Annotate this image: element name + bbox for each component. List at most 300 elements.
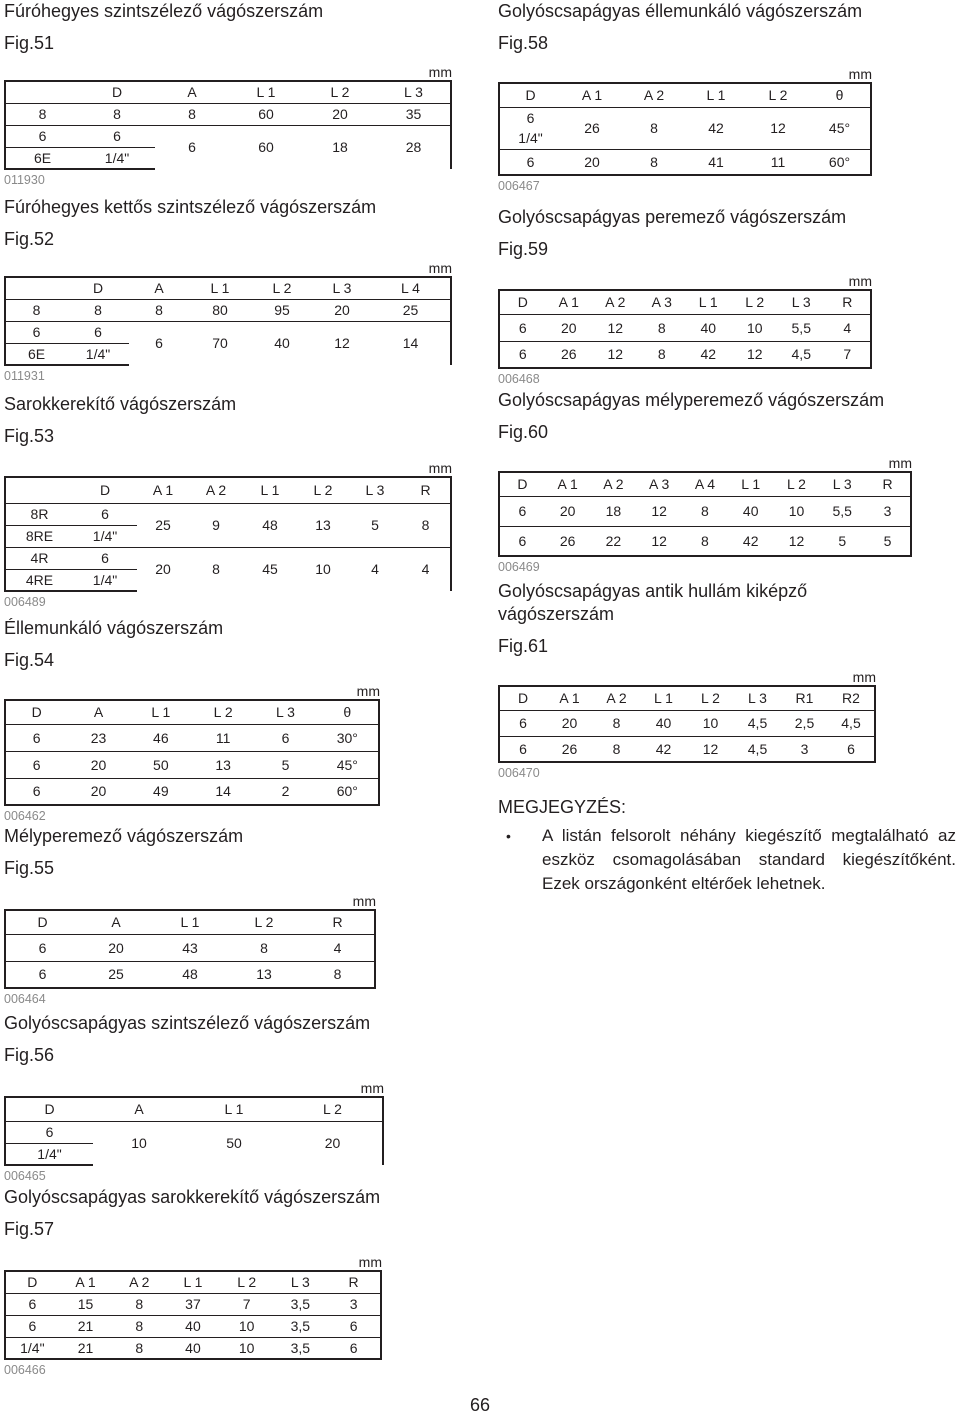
table-cell: 10 xyxy=(315,561,331,578)
table-header: A 1 xyxy=(545,472,591,496)
table-cell: 6 xyxy=(254,724,316,751)
section-title: Golyóscsapágyas peremező vágószerszám xyxy=(498,207,847,227)
section-title: Golyóscsapágyas antik hullám kiképző xyxy=(498,581,808,601)
table-cell: 28 xyxy=(377,125,451,169)
table-cell: 6 xyxy=(155,335,163,352)
table-cell: 26 xyxy=(546,736,593,762)
table-cell: 26 xyxy=(546,341,593,368)
table-header: L 1 xyxy=(229,81,303,103)
table-cell: 8 xyxy=(112,1293,166,1315)
table-cell: 4 xyxy=(301,934,375,961)
table-cell: 5 xyxy=(349,503,401,547)
table-cell: 4RE xyxy=(5,569,73,591)
table-cell: 6 xyxy=(5,778,67,805)
table-cell: 3,5 xyxy=(274,1293,328,1315)
table-cell: 4 xyxy=(371,561,379,578)
section-title: Sarokkerekítő vágószerszám xyxy=(4,394,237,414)
section-fig51 xyxy=(4,0,452,188)
spec-table xyxy=(4,276,452,366)
table-cell: 10 xyxy=(732,314,779,341)
part-code: 006465 xyxy=(4,1169,46,1183)
table-cell: 26 xyxy=(561,107,623,149)
table-cell: 43 xyxy=(153,934,227,961)
table-cell: 48 xyxy=(243,503,297,547)
table-cell: 4 xyxy=(825,314,872,341)
table-cell: 23 xyxy=(67,724,129,751)
table-cell: 6 xyxy=(5,1121,93,1143)
table-cell: 3 xyxy=(327,1293,381,1315)
table-cell: 50 xyxy=(226,1135,242,1152)
table-cell: 8 xyxy=(129,299,189,321)
table-header: θ xyxy=(317,700,379,724)
table-header: L 3 xyxy=(734,686,781,710)
table-cell: 4 xyxy=(401,547,451,591)
table-cell: 60° xyxy=(809,149,871,175)
table-cell: 46 xyxy=(130,724,192,751)
table-cell: 3 xyxy=(865,496,911,526)
table-header: R xyxy=(301,910,375,934)
table-cell: 8 xyxy=(79,103,155,125)
table-header: D xyxy=(499,83,561,107)
unit-label: mm xyxy=(888,455,912,471)
table-cell: 8 xyxy=(112,1337,166,1359)
figure-label: Fig.53 xyxy=(4,426,55,446)
table-cell: 2 xyxy=(254,778,316,805)
section-title: Golyóscsapágyas mélyperemező vágószerszám xyxy=(498,390,885,410)
table-cell: 5 xyxy=(865,526,911,556)
table-cell: 6 xyxy=(499,341,546,368)
table-cell: 80 xyxy=(189,299,251,321)
table-header: A xyxy=(93,1097,185,1121)
unit-label: mm xyxy=(848,273,872,289)
table-header: D xyxy=(5,700,67,724)
table-header: L 4 xyxy=(371,277,451,299)
part-code: 011930 xyxy=(4,173,45,187)
table-cell: 6E xyxy=(5,343,67,365)
table-cell: 7 xyxy=(220,1293,274,1315)
section-title: Golyóscsapágyas sarokkerekítő vágószerszám xyxy=(4,1187,381,1207)
table-header: L 1 xyxy=(189,277,251,299)
table-cell: 21 xyxy=(59,1315,113,1337)
table-cell: 41 xyxy=(685,149,747,175)
table-cell: 11 xyxy=(192,724,254,751)
table-cell: 6 xyxy=(327,1315,381,1337)
table-header: A 1 xyxy=(59,1271,113,1293)
table-cell: 3,5 xyxy=(274,1315,328,1337)
spec-table xyxy=(4,909,376,989)
table-cell: 95 xyxy=(251,299,313,321)
table-cell: 60° xyxy=(317,778,379,805)
table-cell: 8 xyxy=(639,314,686,341)
table-cell: 20 xyxy=(155,561,171,578)
table-header: L 2 xyxy=(227,910,301,934)
table-cell: 30° xyxy=(317,724,379,751)
section-title: Golyóscsapágyas éllemunkáló vágószerszám xyxy=(498,1,863,21)
table-cell: 3,5 xyxy=(274,1337,328,1359)
table-cell: 8 xyxy=(112,1315,166,1337)
table-cell: 8 xyxy=(5,299,67,321)
table-header: R xyxy=(327,1271,381,1293)
table-cell: 18 xyxy=(591,496,637,526)
table-cell: 40 xyxy=(274,335,290,352)
table-cell: 5,5 xyxy=(778,314,825,341)
table-header: L 2 xyxy=(251,277,313,299)
table-cell: 13 xyxy=(192,751,254,778)
part-code: 011931 xyxy=(4,369,45,383)
table-header: L 1 xyxy=(153,910,227,934)
table-header: A 2 xyxy=(623,83,685,107)
table-cell: 45° xyxy=(809,107,871,149)
table-cell: 6 xyxy=(499,736,546,762)
table-cell: 6 xyxy=(5,125,79,147)
table-cell: 12 xyxy=(334,335,350,352)
table-cell: 14 xyxy=(371,321,451,365)
table-header: L 3 xyxy=(819,472,865,496)
section-title: Fúróhegyes kettős szintszélező vágószerszám xyxy=(4,197,377,217)
table-cell: 20 xyxy=(67,778,129,805)
table-cell: 1/4" xyxy=(67,343,129,365)
table-header: D xyxy=(5,1271,59,1293)
figure-label: Fig.56 xyxy=(4,1045,55,1065)
table-cell: 6 xyxy=(5,934,79,961)
table-cell: 12 xyxy=(732,341,779,368)
table-cell: 4,5 xyxy=(828,710,875,736)
table-cell: 12 xyxy=(687,736,734,762)
table-cell: 10 xyxy=(131,1135,147,1152)
table-header: D xyxy=(5,910,79,934)
table-header: L 3 xyxy=(349,477,401,503)
table-cell: 45 xyxy=(262,561,278,578)
part-code: 006467 xyxy=(498,179,540,193)
spec-table xyxy=(498,471,912,557)
part-code: 006468 xyxy=(498,372,540,386)
spec-table xyxy=(4,80,452,170)
table-cell: 42 xyxy=(685,107,747,149)
table-cell: 8 xyxy=(593,736,640,762)
table-header: L 3 xyxy=(254,700,316,724)
table-header: A 3 xyxy=(639,290,686,314)
note-item xyxy=(498,824,956,896)
note-section xyxy=(498,785,956,896)
table-cell: 5 xyxy=(819,526,865,556)
table-cell: 1/4" xyxy=(73,525,137,547)
table-cell: 20 xyxy=(303,103,377,125)
table-cell: 70 xyxy=(212,335,228,352)
table-cell: 8 xyxy=(155,103,229,125)
table-cell: 25 xyxy=(79,961,153,988)
spec-table xyxy=(4,1096,384,1166)
table-header: L 1 xyxy=(685,83,747,107)
table-cell: 18 xyxy=(332,139,348,156)
table-cell: 25 xyxy=(137,503,189,547)
table-header: L 2 xyxy=(747,83,809,107)
table-cell: 49 xyxy=(130,778,192,805)
unit-label: mm xyxy=(358,1254,382,1270)
spec-table xyxy=(4,699,380,806)
table-cell: 5,5 xyxy=(819,496,865,526)
table-cell: 6 xyxy=(499,314,546,341)
table-cell: 12 xyxy=(774,526,820,556)
table-header: L 1 xyxy=(166,1271,220,1293)
table-cell: 20 xyxy=(283,1121,383,1165)
table-header: R2 xyxy=(828,686,875,710)
table-cell: 1/4" xyxy=(5,1337,59,1359)
section-fig54 xyxy=(4,617,380,824)
table-cell: 6 xyxy=(73,503,137,525)
table-cell: 5 xyxy=(254,751,316,778)
part-code: 006464 xyxy=(4,992,46,1006)
table-cell: 6 xyxy=(499,107,561,128)
table-cell: 7 xyxy=(825,341,872,368)
table-header: R xyxy=(401,477,451,503)
section-fig61 xyxy=(498,580,876,781)
table-cell: 3 xyxy=(781,736,828,762)
table-cell: 60 xyxy=(229,103,303,125)
table-cell: 42 xyxy=(685,341,732,368)
figure-label: Fig.58 xyxy=(498,33,549,53)
table-cell: 12 xyxy=(592,341,639,368)
table-header: A 1 xyxy=(561,83,623,107)
unit-label: mm xyxy=(852,669,876,685)
table-header: A 2 xyxy=(112,1271,166,1293)
table-cell: 8 xyxy=(301,961,375,988)
spec-table xyxy=(498,82,872,176)
table-cell: 4,5 xyxy=(734,710,781,736)
table-header: L 2 xyxy=(297,477,349,503)
table-header: A xyxy=(79,910,153,934)
unit-label: mm xyxy=(352,893,376,909)
section-fig55 xyxy=(4,825,376,1007)
table-header: A 1 xyxy=(137,477,189,503)
table-cell: 40 xyxy=(166,1337,220,1359)
table-cell: 12 xyxy=(747,107,809,149)
unit-label: mm xyxy=(428,260,452,276)
unit-label: mm xyxy=(428,460,452,476)
table-cell: 37 xyxy=(166,1293,220,1315)
table-header: D xyxy=(73,477,137,503)
section-fig53 xyxy=(4,393,452,610)
table-header: A xyxy=(155,81,229,103)
table-cell: 8 xyxy=(227,934,301,961)
table-header: L 2 xyxy=(687,686,734,710)
table-cell: 20 xyxy=(313,299,371,321)
table-cell: 40 xyxy=(166,1315,220,1337)
table-cell: 6 xyxy=(188,139,196,156)
table-cell: 4,5 xyxy=(734,736,781,762)
table-cell: 40 xyxy=(728,496,774,526)
table-header: L 2 xyxy=(732,290,779,314)
unit-label: mm xyxy=(428,64,452,80)
section-fig56 xyxy=(4,1012,384,1184)
table-cell: 8 xyxy=(212,561,220,578)
section-title: Mélyperemező vágószerszám xyxy=(4,826,244,846)
figure-label: Fig.59 xyxy=(498,239,549,259)
table-cell: 8 xyxy=(682,526,728,556)
table-cell: 13 xyxy=(227,961,301,988)
table-cell: 6 xyxy=(5,1293,59,1315)
table-header: L 2 xyxy=(774,472,820,496)
part-code: 006462 xyxy=(4,809,46,823)
table-cell: 48 xyxy=(153,961,227,988)
table-header: A 2 xyxy=(591,472,637,496)
table-header: L 1 xyxy=(728,472,774,496)
table-header: L 2 xyxy=(283,1097,383,1121)
table-cell: 8 xyxy=(639,341,686,368)
table-cell: 6 xyxy=(5,751,67,778)
table-cell: 4,5 xyxy=(778,341,825,368)
note-heading: MEGJEGYZÉS: xyxy=(498,797,627,817)
table-cell: 60 xyxy=(258,139,274,156)
table-cell: 20 xyxy=(67,751,129,778)
part-code: 006466 xyxy=(4,1363,46,1377)
table-header: L 3 xyxy=(778,290,825,314)
table-header: L 1 xyxy=(130,700,192,724)
figure-label: Fig.60 xyxy=(498,422,549,442)
spec-table xyxy=(4,1270,382,1360)
table-cell: 6 xyxy=(5,1315,59,1337)
table-cell: 8R xyxy=(5,503,73,525)
table-cell: 22 xyxy=(591,526,637,556)
table-cell: 6 xyxy=(499,496,545,526)
table-header: R xyxy=(825,290,872,314)
table-header: D xyxy=(499,290,546,314)
table-cell: 1/4" xyxy=(5,1143,93,1165)
table-cell: 20 xyxy=(79,934,153,961)
table-cell: 2,5 xyxy=(781,710,828,736)
table-header: L 3 xyxy=(377,81,451,103)
part-code: 006469 xyxy=(498,560,540,574)
table-header: A 3 xyxy=(636,472,682,496)
section-title: Fúróhegyes szintszélező vágószerszám xyxy=(4,1,324,21)
table-header: D xyxy=(499,686,546,710)
figure-label: Fig.57 xyxy=(4,1219,55,1239)
table-cell: 12 xyxy=(636,496,682,526)
table-cell: 6 xyxy=(79,125,155,147)
table-header: A 1 xyxy=(546,290,593,314)
table-cell: 14 xyxy=(192,778,254,805)
table-header: A 2 xyxy=(593,686,640,710)
table-cell: 6 xyxy=(499,149,561,175)
table-cell: 15 xyxy=(59,1293,113,1315)
table-cell: 21 xyxy=(59,1337,113,1359)
table-cell: 6 xyxy=(5,321,67,343)
table-header: A xyxy=(129,277,189,299)
spec-table xyxy=(498,685,876,763)
table-cell: 50 xyxy=(130,751,192,778)
unit-label: mm xyxy=(356,683,380,699)
table-cell: 11 xyxy=(747,149,809,175)
table-header: R xyxy=(865,472,911,496)
table-header: L 3 xyxy=(313,277,371,299)
table-cell: 6 xyxy=(67,321,129,343)
table-header: L 1 xyxy=(185,1097,283,1121)
table-header: θ xyxy=(809,83,871,107)
note-text: A listán felsorolt néhány kiegészítő megtalálható az eszköz csomagolásában standard kiegészítőként. Ezek országonként eltérőek lehetnek. xyxy=(542,826,956,893)
table-cell: 20 xyxy=(546,710,593,736)
table-cell: 8 xyxy=(593,710,640,736)
part-code: 006489 xyxy=(4,595,46,609)
table-cell: 8RE xyxy=(5,525,73,547)
section-title: Golyóscsapágyas szintszélező vágószerszám xyxy=(4,1013,371,1033)
table-cell: 6 xyxy=(327,1337,381,1359)
figure-label: Fig.54 xyxy=(4,650,55,670)
spec-table xyxy=(4,476,452,592)
bullet-icon: • xyxy=(506,828,511,844)
table-header: R1 xyxy=(781,686,828,710)
page-number: 66 xyxy=(469,1395,491,1415)
table-cell: 12 xyxy=(636,526,682,556)
table-cell: 35 xyxy=(377,103,451,125)
table-header: L 2 xyxy=(220,1271,274,1293)
table-cell: 8 xyxy=(67,299,129,321)
section-fig58 xyxy=(498,0,872,194)
unit-label: mm xyxy=(848,66,872,82)
unit-label: mm xyxy=(360,1080,384,1096)
table-cell: 6E xyxy=(5,147,79,169)
table-cell: 9 xyxy=(189,503,243,547)
table-cell: 10 xyxy=(220,1315,274,1337)
table-cell: 42 xyxy=(728,526,774,556)
table-cell: 20 xyxy=(561,149,623,175)
table-header: L 1 xyxy=(243,477,297,503)
table-header: L 1 xyxy=(685,290,732,314)
figure-label: Fig.51 xyxy=(4,33,55,53)
table-cell: 6 xyxy=(499,526,545,556)
table-cell: 13 xyxy=(297,503,349,547)
section-title: Éllemunkáló vágószerszám xyxy=(4,618,224,638)
table-cell: 6 xyxy=(499,710,546,736)
table-header: D xyxy=(499,472,545,496)
table-cell: 26 xyxy=(545,526,591,556)
table-header: D xyxy=(67,277,129,299)
table-cell: 10 xyxy=(687,710,734,736)
table-header: L 2 xyxy=(303,81,377,103)
table-cell: 6 xyxy=(73,547,137,569)
table-header: L 1 xyxy=(640,686,687,710)
table-cell: 8 xyxy=(5,103,79,125)
section-fig60 xyxy=(498,389,912,575)
section-title-cont: vágószerszám xyxy=(498,604,615,624)
table-header: L 2 xyxy=(192,700,254,724)
table-header: D xyxy=(79,81,155,103)
table-header: A 1 xyxy=(546,686,593,710)
table-cell: 4R xyxy=(5,547,73,569)
table-cell: 10 xyxy=(220,1337,274,1359)
section-fig59 xyxy=(498,206,872,387)
table-header: A 2 xyxy=(189,477,243,503)
table-header: A xyxy=(67,700,129,724)
table-cell: 40 xyxy=(640,710,687,736)
table-header: D xyxy=(5,1097,93,1121)
figure-label: Fig.55 xyxy=(4,858,55,878)
table-cell: 6 xyxy=(5,961,79,988)
table-cell: 6 xyxy=(5,724,67,751)
part-code: 006470 xyxy=(498,766,540,780)
figure-label: Fig.52 xyxy=(4,229,55,249)
section-fig57 xyxy=(4,1186,382,1378)
table-cell: 45° xyxy=(317,751,379,778)
table-cell: 20 xyxy=(546,314,593,341)
table-cell: 25 xyxy=(371,299,451,321)
figure-label: Fig.61 xyxy=(498,636,549,656)
table-cell: 1/4" xyxy=(73,569,137,591)
table-cell: 8 xyxy=(682,496,728,526)
table-header: L 3 xyxy=(274,1271,328,1293)
table-cell: 40 xyxy=(685,314,732,341)
table-cell: 1/4" xyxy=(499,128,561,149)
spec-table xyxy=(498,289,872,369)
table-cell: 20 xyxy=(545,496,591,526)
